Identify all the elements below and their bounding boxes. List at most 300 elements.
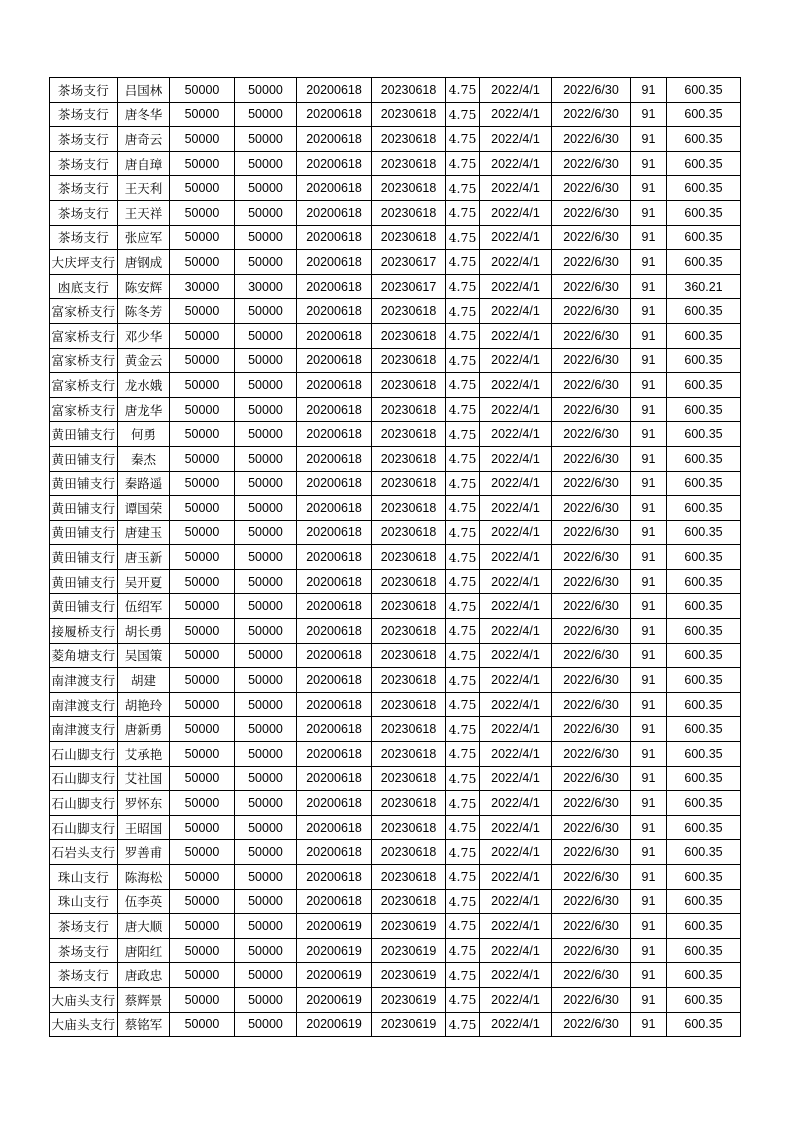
branch-cell: 南津渡支行 (50, 717, 118, 742)
period-end-cell: 2022/6/30 (552, 594, 631, 619)
balance-cell: 50000 (235, 619, 297, 644)
table-row (50, 496, 741, 521)
balance-cell: 50000 (235, 766, 297, 791)
loan-amount-cell: 50000 (170, 643, 235, 668)
period-end-cell: 2022/6/30 (552, 299, 631, 324)
branch-cell: 珠山支行 (50, 865, 118, 890)
interest-cell: 600.35 (667, 865, 741, 890)
interest-cell: 600.35 (667, 545, 741, 570)
balance-cell: 50000 (235, 963, 297, 988)
interest-cell: 600.35 (667, 668, 741, 693)
table-row (50, 274, 741, 299)
days-cell: 91 (631, 520, 667, 545)
days-cell: 91 (631, 545, 667, 570)
interest-cell: 600.35 (667, 569, 741, 594)
period-start-cell: 2022/4/1 (480, 742, 552, 767)
days-cell: 91 (631, 397, 667, 422)
rate-cell: 4.75 (446, 569, 480, 594)
period-end-cell: 2022/6/30 (552, 78, 631, 103)
rate-cell: 4.75 (446, 643, 480, 668)
branch-cell: 石山脚支行 (50, 815, 118, 840)
loan-amount-cell: 50000 (170, 348, 235, 373)
start-date-cell: 20200618 (297, 791, 372, 816)
start-date-cell: 20200619 (297, 938, 372, 963)
interest-cell: 600.35 (667, 938, 741, 963)
days-cell: 91 (631, 422, 667, 447)
table-row (50, 225, 741, 250)
branch-cell: 茶场支行 (50, 127, 118, 152)
period-start-cell: 2022/4/1 (480, 865, 552, 890)
balance-cell: 50000 (235, 102, 297, 127)
start-date-cell: 20200618 (297, 766, 372, 791)
branch-cell: 黄田铺支行 (50, 520, 118, 545)
interest-cell: 600.35 (667, 619, 741, 644)
borrower-name-cell: 伍绍军 (118, 594, 170, 619)
due-date-cell: 20230618 (372, 323, 446, 348)
loan-amount-cell: 50000 (170, 963, 235, 988)
period-start-cell: 2022/4/1 (480, 717, 552, 742)
period-end-cell: 2022/6/30 (552, 250, 631, 275)
due-date-cell: 20230618 (372, 225, 446, 250)
branch-cell: 茶场支行 (50, 225, 118, 250)
period-end-cell: 2022/6/30 (552, 274, 631, 299)
period-start-cell: 2022/4/1 (480, 815, 552, 840)
start-date-cell: 20200618 (297, 569, 372, 594)
period-end-cell: 2022/6/30 (552, 323, 631, 348)
due-date-cell: 20230618 (372, 520, 446, 545)
days-cell: 91 (631, 569, 667, 594)
start-date-cell: 20200618 (297, 274, 372, 299)
period-start-cell: 2022/4/1 (480, 200, 552, 225)
rate-cell: 4.75 (446, 274, 480, 299)
rate-cell: 4.75 (446, 496, 480, 521)
due-date-cell: 20230618 (372, 422, 446, 447)
table-row (50, 840, 741, 865)
balance-cell: 50000 (235, 717, 297, 742)
start-date-cell: 20200619 (297, 1012, 372, 1037)
balance-cell: 50000 (235, 742, 297, 767)
period-start-cell: 2022/4/1 (480, 446, 552, 471)
start-date-cell: 20200618 (297, 668, 372, 693)
period-end-cell: 2022/6/30 (552, 102, 631, 127)
rate-cell: 4.75 (446, 422, 480, 447)
days-cell: 91 (631, 250, 667, 275)
loan-amount-cell: 50000 (170, 422, 235, 447)
interest-cell: 600.35 (667, 102, 741, 127)
borrower-name-cell: 罗怀东 (118, 791, 170, 816)
interest-cell: 600.35 (667, 496, 741, 521)
borrower-name-cell: 王天祥 (118, 200, 170, 225)
table-row (50, 963, 741, 988)
borrower-name-cell: 唐冬华 (118, 102, 170, 127)
due-date-cell: 20230618 (372, 176, 446, 201)
interest-cell: 600.35 (667, 594, 741, 619)
balance-cell: 50000 (235, 496, 297, 521)
due-date-cell: 20230619 (372, 938, 446, 963)
start-date-cell: 20200619 (297, 914, 372, 939)
balance-cell: 50000 (235, 200, 297, 225)
balance-cell: 50000 (235, 791, 297, 816)
table-row (50, 569, 741, 594)
days-cell: 91 (631, 323, 667, 348)
rate-cell: 4.75 (446, 914, 480, 939)
due-date-cell: 20230618 (372, 717, 446, 742)
borrower-name-cell: 罗善甫 (118, 840, 170, 865)
interest-cell: 600.35 (667, 373, 741, 398)
rate-cell: 4.75 (446, 840, 480, 865)
table-row (50, 742, 741, 767)
loan-amount-cell: 30000 (170, 274, 235, 299)
period-start-cell: 2022/4/1 (480, 176, 552, 201)
loan-amount-cell: 50000 (170, 569, 235, 594)
table-row (50, 619, 741, 644)
balance-cell: 50000 (235, 373, 297, 398)
rate-cell: 4.75 (446, 766, 480, 791)
start-date-cell: 20200618 (297, 127, 372, 152)
loan-amount-cell: 50000 (170, 987, 235, 1012)
loan-amount-cell: 50000 (170, 127, 235, 152)
borrower-name-cell: 龙水娥 (118, 373, 170, 398)
period-end-cell: 2022/6/30 (552, 422, 631, 447)
table-row (50, 176, 741, 201)
due-date-cell: 20230619 (372, 963, 446, 988)
balance-cell: 50000 (235, 840, 297, 865)
loan-amount-cell: 50000 (170, 889, 235, 914)
interest-cell: 600.35 (667, 299, 741, 324)
days-cell: 91 (631, 619, 667, 644)
branch-cell: 黄田铺支行 (50, 594, 118, 619)
period-end-cell: 2022/6/30 (552, 373, 631, 398)
days-cell: 91 (631, 348, 667, 373)
rate-cell: 4.75 (446, 78, 480, 103)
table-row (50, 987, 741, 1012)
start-date-cell: 20200618 (297, 545, 372, 570)
borrower-name-cell: 黄金云 (118, 348, 170, 373)
loan-amount-cell: 50000 (170, 176, 235, 201)
days-cell: 91 (631, 643, 667, 668)
rate-cell: 4.75 (446, 348, 480, 373)
table-row (50, 1012, 741, 1037)
interest-cell: 600.35 (667, 963, 741, 988)
table-body (50, 78, 741, 1037)
start-date-cell: 20200618 (297, 619, 372, 644)
days-cell: 91 (631, 102, 667, 127)
start-date-cell: 20200618 (297, 323, 372, 348)
loan-amount-cell: 50000 (170, 446, 235, 471)
rate-cell: 4.75 (446, 127, 480, 152)
period-end-cell: 2022/6/30 (552, 619, 631, 644)
rate-cell: 4.75 (446, 176, 480, 201)
borrower-name-cell: 唐龙华 (118, 397, 170, 422)
branch-cell: 黄田铺支行 (50, 496, 118, 521)
period-start-cell: 2022/4/1 (480, 889, 552, 914)
borrower-name-cell: 张应军 (118, 225, 170, 250)
due-date-cell: 20230618 (372, 619, 446, 644)
loan-amount-cell: 50000 (170, 471, 235, 496)
rate-cell: 4.75 (446, 717, 480, 742)
period-start-cell: 2022/4/1 (480, 397, 552, 422)
table-row (50, 446, 741, 471)
period-start-cell: 2022/4/1 (480, 619, 552, 644)
interest-cell: 600.35 (667, 791, 741, 816)
table-row (50, 373, 741, 398)
balance-cell: 50000 (235, 225, 297, 250)
interest-cell: 600.35 (667, 914, 741, 939)
due-date-cell: 20230618 (372, 815, 446, 840)
due-date-cell: 20230618 (372, 569, 446, 594)
loan-amount-cell: 50000 (170, 225, 235, 250)
loan-amount-cell: 50000 (170, 250, 235, 275)
balance-cell: 50000 (235, 250, 297, 275)
borrower-name-cell: 艾社国 (118, 766, 170, 791)
period-start-cell: 2022/4/1 (480, 643, 552, 668)
rate-cell: 4.75 (446, 987, 480, 1012)
loan-amount-cell: 50000 (170, 102, 235, 127)
days-cell: 91 (631, 791, 667, 816)
days-cell: 91 (631, 176, 667, 201)
table-row (50, 815, 741, 840)
loan-amount-cell: 50000 (170, 520, 235, 545)
interest-cell: 600.35 (667, 446, 741, 471)
branch-cell: 大庙头支行 (50, 987, 118, 1012)
table-row (50, 200, 741, 225)
loan-amount-cell: 50000 (170, 373, 235, 398)
period-end-cell: 2022/6/30 (552, 151, 631, 176)
branch-cell: 南津渡支行 (50, 692, 118, 717)
rate-cell: 4.75 (446, 225, 480, 250)
period-start-cell: 2022/4/1 (480, 250, 552, 275)
table-row (50, 127, 741, 152)
rate-cell: 4.75 (446, 1012, 480, 1037)
period-start-cell: 2022/4/1 (480, 299, 552, 324)
balance-cell: 50000 (235, 520, 297, 545)
days-cell: 91 (631, 496, 667, 521)
balance-cell: 50000 (235, 865, 297, 890)
start-date-cell: 20200618 (297, 225, 372, 250)
period-end-cell: 2022/6/30 (552, 889, 631, 914)
branch-cell: 茶场支行 (50, 938, 118, 963)
interest-cell: 600.35 (667, 471, 741, 496)
balance-cell: 50000 (235, 692, 297, 717)
branch-cell: 黄田铺支行 (50, 471, 118, 496)
borrower-name-cell: 唐玉新 (118, 545, 170, 570)
start-date-cell: 20200618 (297, 250, 372, 275)
days-cell: 91 (631, 594, 667, 619)
loan-amount-cell: 50000 (170, 397, 235, 422)
borrower-name-cell: 唐新勇 (118, 717, 170, 742)
days-cell: 91 (631, 914, 667, 939)
interest-cell: 600.35 (667, 840, 741, 865)
branch-cell: 富家桥支行 (50, 299, 118, 324)
rate-cell: 4.75 (446, 102, 480, 127)
days-cell: 91 (631, 963, 667, 988)
table-row (50, 348, 741, 373)
borrower-name-cell: 胡建 (118, 668, 170, 693)
borrower-name-cell: 蔡辉景 (118, 987, 170, 1012)
days-cell: 91 (631, 1012, 667, 1037)
due-date-cell: 20230618 (372, 791, 446, 816)
branch-cell: 富家桥支行 (50, 348, 118, 373)
rate-cell: 4.75 (446, 692, 480, 717)
period-end-cell: 2022/6/30 (552, 200, 631, 225)
borrower-name-cell: 秦杰 (118, 446, 170, 471)
interest-cell: 600.35 (667, 127, 741, 152)
borrower-name-cell: 唐阳红 (118, 938, 170, 963)
days-cell: 91 (631, 766, 667, 791)
loan-amount-cell: 50000 (170, 594, 235, 619)
rate-cell: 4.75 (446, 545, 480, 570)
start-date-cell: 20200618 (297, 373, 372, 398)
table-row (50, 422, 741, 447)
loan-amount-cell: 50000 (170, 717, 235, 742)
start-date-cell: 20200618 (297, 520, 372, 545)
period-end-cell: 2022/6/30 (552, 176, 631, 201)
loan-amount-cell: 50000 (170, 1012, 235, 1037)
balance-cell: 50000 (235, 151, 297, 176)
balance-cell: 50000 (235, 176, 297, 201)
table-row (50, 865, 741, 890)
period-start-cell: 2022/4/1 (480, 348, 552, 373)
table-row (50, 102, 741, 127)
rate-cell: 4.75 (446, 889, 480, 914)
period-start-cell: 2022/4/1 (480, 791, 552, 816)
balance-cell: 50000 (235, 348, 297, 373)
table-row (50, 397, 741, 422)
interest-cell: 600.35 (667, 1012, 741, 1037)
due-date-cell: 20230618 (372, 348, 446, 373)
balance-cell: 50000 (235, 569, 297, 594)
days-cell: 91 (631, 889, 667, 914)
interest-cell: 600.35 (667, 643, 741, 668)
balance-cell: 50000 (235, 815, 297, 840)
branch-cell: 黄田铺支行 (50, 569, 118, 594)
start-date-cell: 20200618 (297, 643, 372, 668)
table-row (50, 791, 741, 816)
period-end-cell: 2022/6/30 (552, 766, 631, 791)
start-date-cell: 20200618 (297, 200, 372, 225)
days-cell: 91 (631, 668, 667, 693)
rate-cell: 4.75 (446, 815, 480, 840)
due-date-cell: 20230617 (372, 250, 446, 275)
branch-cell: 黄田铺支行 (50, 422, 118, 447)
period-end-cell: 2022/6/30 (552, 963, 631, 988)
rate-cell: 4.75 (446, 742, 480, 767)
due-date-cell: 20230619 (372, 914, 446, 939)
branch-cell: 茶场支行 (50, 963, 118, 988)
due-date-cell: 20230618 (372, 692, 446, 717)
table-row (50, 889, 741, 914)
loan-amount-cell: 50000 (170, 151, 235, 176)
balance-cell: 50000 (235, 889, 297, 914)
interest-cell: 600.35 (667, 766, 741, 791)
due-date-cell: 20230618 (372, 889, 446, 914)
interest-cell: 600.35 (667, 78, 741, 103)
start-date-cell: 20200618 (297, 717, 372, 742)
period-end-cell: 2022/6/30 (552, 643, 631, 668)
period-start-cell: 2022/4/1 (480, 422, 552, 447)
interest-cell: 600.35 (667, 987, 741, 1012)
period-start-cell: 2022/4/1 (480, 569, 552, 594)
interest-cell: 600.35 (667, 397, 741, 422)
period-start-cell: 2022/4/1 (480, 545, 552, 570)
interest-cell: 600.35 (667, 151, 741, 176)
period-end-cell: 2022/6/30 (552, 668, 631, 693)
loan-amount-cell: 50000 (170, 742, 235, 767)
due-date-cell: 20230619 (372, 987, 446, 1012)
interest-cell: 600.35 (667, 889, 741, 914)
rate-cell: 4.75 (446, 668, 480, 693)
branch-cell: 茶场支行 (50, 200, 118, 225)
period-end-cell: 2022/6/30 (552, 496, 631, 521)
interest-cell: 600.35 (667, 348, 741, 373)
table-row (50, 151, 741, 176)
loan-amount-cell: 50000 (170, 865, 235, 890)
loan-amount-cell: 50000 (170, 545, 235, 570)
start-date-cell: 20200618 (297, 889, 372, 914)
branch-cell: 珠山支行 (50, 889, 118, 914)
borrower-name-cell: 伍李英 (118, 889, 170, 914)
branch-cell: 富家桥支行 (50, 373, 118, 398)
rate-cell: 4.75 (446, 446, 480, 471)
period-start-cell: 2022/4/1 (480, 373, 552, 398)
days-cell: 91 (631, 717, 667, 742)
branch-cell: 黄田铺支行 (50, 446, 118, 471)
days-cell: 91 (631, 471, 667, 496)
loan-amount-cell: 50000 (170, 496, 235, 521)
period-end-cell: 2022/6/30 (552, 397, 631, 422)
interest-cell: 600.35 (667, 692, 741, 717)
start-date-cell: 20200618 (297, 422, 372, 447)
interest-cell: 600.35 (667, 815, 741, 840)
branch-cell: 茶场支行 (50, 151, 118, 176)
balance-cell: 50000 (235, 594, 297, 619)
days-cell: 91 (631, 692, 667, 717)
branch-cell: 茶场支行 (50, 78, 118, 103)
period-end-cell: 2022/6/30 (552, 545, 631, 570)
start-date-cell: 20200619 (297, 987, 372, 1012)
days-cell: 91 (631, 299, 667, 324)
interest-cell: 600.35 (667, 717, 741, 742)
start-date-cell: 20200618 (297, 840, 372, 865)
period-start-cell: 2022/4/1 (480, 151, 552, 176)
period-start-cell: 2022/4/1 (480, 594, 552, 619)
days-cell: 91 (631, 151, 667, 176)
due-date-cell: 20230618 (372, 594, 446, 619)
period-start-cell: 2022/4/1 (480, 225, 552, 250)
borrower-name-cell: 唐奇云 (118, 127, 170, 152)
period-start-cell: 2022/4/1 (480, 274, 552, 299)
table-row (50, 299, 741, 324)
start-date-cell: 20200619 (297, 963, 372, 988)
period-start-cell: 2022/4/1 (480, 840, 552, 865)
period-end-cell: 2022/6/30 (552, 1012, 631, 1037)
table-row (50, 766, 741, 791)
loan-amount-cell: 50000 (170, 323, 235, 348)
borrower-name-cell: 蔡铭军 (118, 1012, 170, 1037)
rate-cell: 4.75 (446, 299, 480, 324)
rate-cell: 4.75 (446, 619, 480, 644)
branch-cell: 富家桥支行 (50, 397, 118, 422)
balance-cell: 30000 (235, 274, 297, 299)
start-date-cell: 20200618 (297, 348, 372, 373)
loan-amount-cell: 50000 (170, 78, 235, 103)
borrower-name-cell: 吕国林 (118, 78, 170, 103)
start-date-cell: 20200618 (297, 471, 372, 496)
due-date-cell: 20230618 (372, 78, 446, 103)
branch-cell: 凼底支行 (50, 274, 118, 299)
period-start-cell: 2022/4/1 (480, 766, 552, 791)
days-cell: 91 (631, 742, 667, 767)
